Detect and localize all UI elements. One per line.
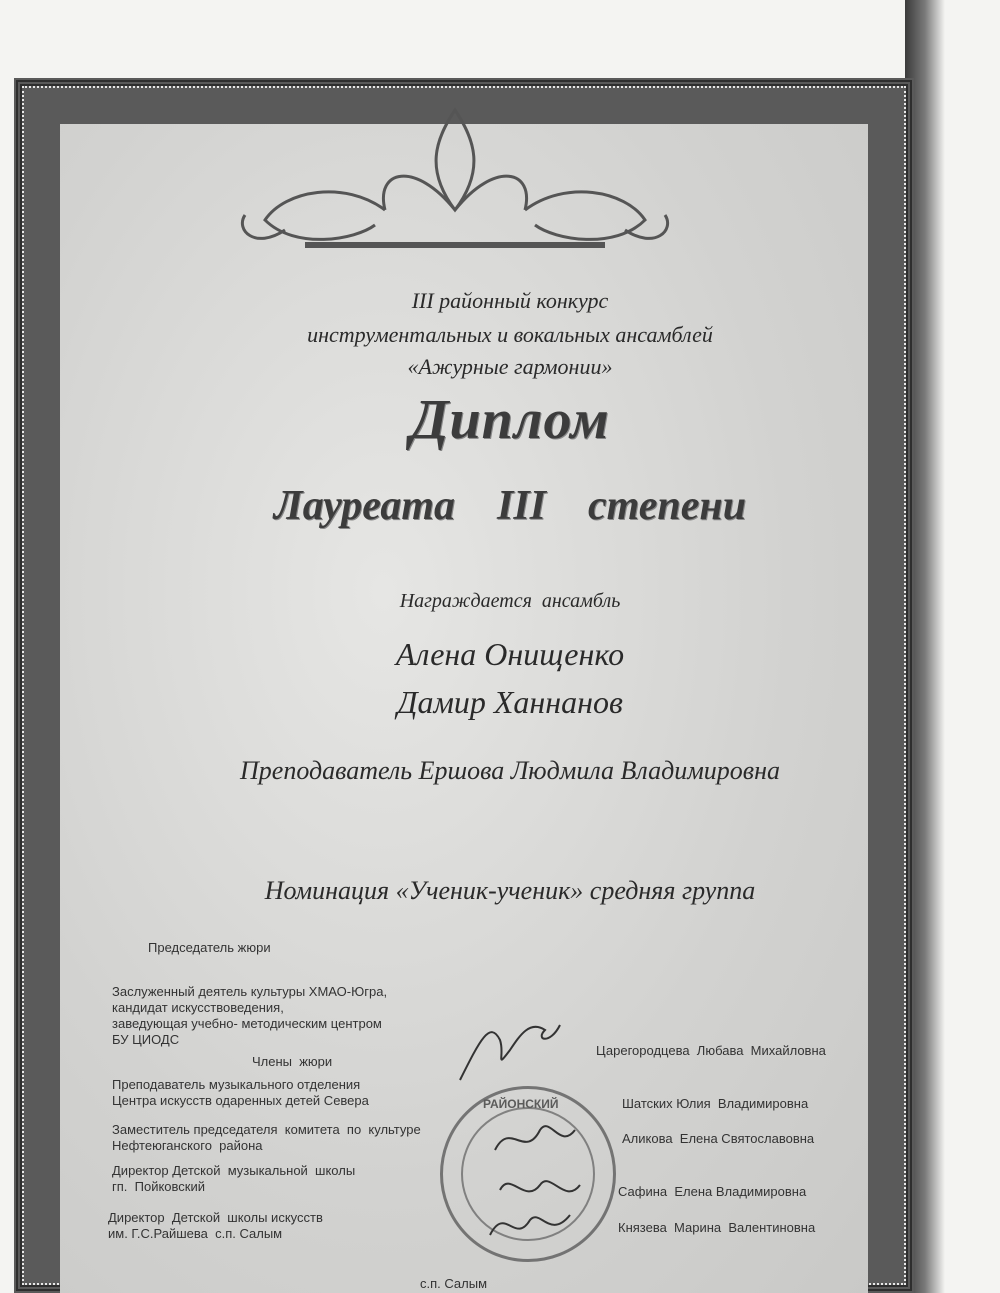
chair-title-line: Заслуженный деятель культуры ХМАО-Югра, bbox=[112, 984, 388, 999]
chair-title-line: БУ ЦИОДС bbox=[112, 1032, 180, 1047]
member-signature bbox=[485, 1200, 575, 1250]
awarded-label: Награждается ансамбль bbox=[399, 590, 621, 612]
participant-name: Дамир Ханнанов bbox=[397, 684, 623, 720]
chair-title-line: заведующая учебно- методическим центром bbox=[112, 1016, 382, 1031]
member-title-line: Центра искусств одаренных детей Севера bbox=[112, 1093, 369, 1108]
contest-title-line1: III районный конкурс bbox=[411, 288, 609, 313]
member-title-line: Директор Детской музыкальной школы bbox=[112, 1163, 356, 1178]
jury-chair-title bbox=[112, 984, 387, 1048]
jury-members-label: Члены жюри bbox=[252, 1054, 333, 1069]
jury-chair-label: Председатель жюри bbox=[148, 940, 271, 955]
chair-title-line: кандидат искусствоведения, bbox=[112, 1000, 284, 1015]
member-title-line: Нефтеюганского района bbox=[112, 1138, 263, 1153]
jury-chair-name: Царегородцева Любава Михайловна bbox=[596, 1043, 826, 1058]
jury-member-title bbox=[112, 1077, 369, 1109]
nomination-line: Номинация «Ученик-ученик» средняя группа bbox=[264, 876, 756, 905]
participant-name: Алена Онищенко bbox=[395, 636, 625, 672]
jury-member-name: Шатских Юлия Владимировна bbox=[622, 1096, 809, 1111]
seal-text: РАЙОНСКИЙ bbox=[483, 1097, 559, 1111]
teacher-line: Преподаватель Ершова Людмила Владимировна bbox=[240, 756, 780, 785]
contest-name: «Ажурные гармонии» bbox=[407, 354, 613, 379]
chair-signature bbox=[450, 1000, 570, 1090]
member-title-line: Заместитель председателя комитета по культуре bbox=[112, 1122, 421, 1137]
member-title-line: им. Г.С.Райшева с.п. Салым bbox=[108, 1226, 283, 1241]
jury-member-title bbox=[112, 1163, 355, 1195]
footer-location: с.п. Салым bbox=[420, 1276, 488, 1291]
member-title-line: Преподаватель музыкального отделения bbox=[112, 1077, 361, 1092]
diploma-title: Диплом bbox=[410, 389, 610, 451]
jury-member-title bbox=[112, 1122, 421, 1154]
member-title-line: Директор Детской школы искусств bbox=[108, 1210, 323, 1225]
jury-member-name: Аликова Елена Святославовна bbox=[622, 1131, 815, 1146]
member-title-line: гп. Пойковский bbox=[112, 1179, 205, 1194]
laureate-degree: Лауреата III степени bbox=[273, 483, 747, 529]
jury-member-title bbox=[108, 1210, 323, 1242]
jury-member-name: Сафина Елена Владимировна bbox=[618, 1184, 807, 1199]
ornament-icon bbox=[225, 100, 685, 250]
jury-member-name: Князева Марина Валентиновна bbox=[618, 1220, 816, 1235]
contest-title-line2: инструментальных и вокальных ансамблей bbox=[307, 322, 713, 347]
